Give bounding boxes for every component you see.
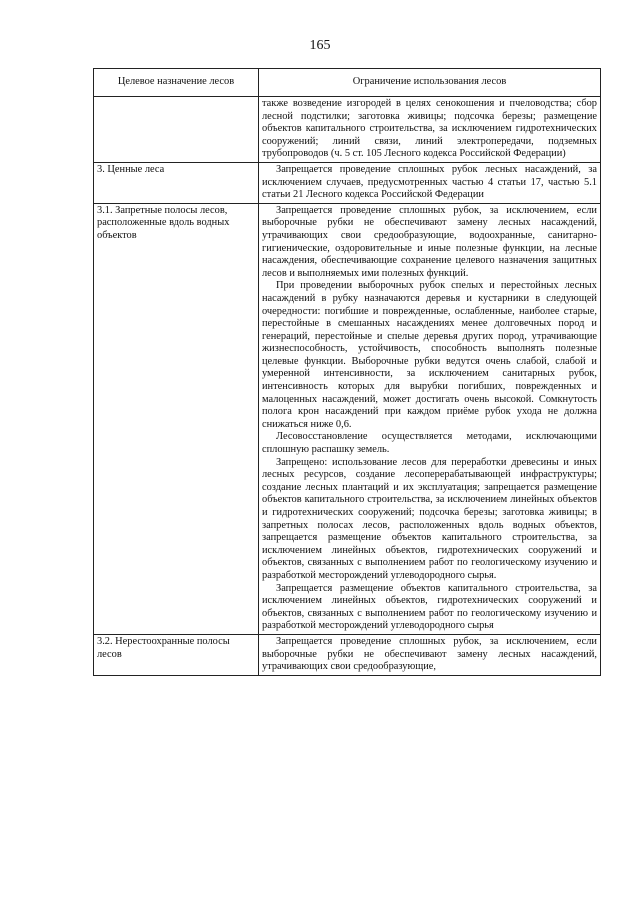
restriction-cell (259, 97, 601, 163)
table-row (94, 634, 601, 675)
category-label: 3.1. Запретные полосы лесов, расположенные вдоль водных объектов (97, 204, 230, 241)
restriction-paragraph: Запрещено: использование лесов для переработки древесины и иных лесных ресурсов, создание лесоперерабатывающей инфраструктуры; создание лесных плантаций и их эксплуатация; запрещается размещение объектов капитального строительства, за исключением линейных объектов и гидротехнических сооружений; подсочка березы; заготовка живицы; в запретных полосах лесов, расположенных вдоль водных объектов, запрещается размещение объектов капитального строительства, за исключением линейных объектов, гидротехнических сооружений и объектов, связанных с выполнением работ по геологическому изучению и разработкой месторождений углеводородного сырья. (262, 456, 597, 581)
forest-restrictions-table (93, 68, 601, 676)
column-header-restriction: Ограничение использования лесов (259, 69, 601, 97)
table-row (94, 203, 601, 634)
restriction-paragraph: При проведении выборочных рубок спелых и перестойных лесных насаждений в рубку назначаются деревья и кустарники в следующей очередности: погибшие и поврежденные, ослабленные, наиболее старые, перестойные в смешанных насаждениях менее долговечных пород и генераций, перестойные и спелые деревья других пород, утрачивающие жизнеспособность, устойчивость, способность выполнять полезные целевые функции. Выборочные рубки ведутся очень слабой, слабой и умеренной интенсивности, за исключением санитарных рубок, интенсивность которых для вырубки погибших, поврежденных и малоценных насаждений, может достигать очень высокой. Сомкнутость полога крон насаждений при каждом приёме рубок ухода не должна снижаться ниже 0,6. (262, 280, 597, 430)
category-label: 3. Ценные леса (97, 163, 165, 175)
restriction-paragraph: Лесовосстановление осуществляется методами, исключающими сплошную распашку земель. (262, 431, 597, 456)
restriction-paragraph: Запрещается проведение сплошных рубок лесных насаждений, за исключением случаев, предусмотренных частью 4 статьи 17, частью 5.1 статьи 21 Лесного кодекса Российской Федерации (262, 163, 597, 201)
category-cell (94, 97, 259, 163)
restriction-cell (259, 162, 601, 203)
restriction-paragraph: Запрещается проведение сплошных рубок, за исключением, если выборочные рубки не обеспечивают замену лесных насаждений, утрачивающих свои средообразующие, (262, 635, 597, 673)
restriction-paragraph: Запрещается проведение сплошных рубок, за исключением, если выборочные рубки не обеспечивают замену лесных насаждений, утрачивающих свои средообразующие, водоохранные, санитарно-гигиенические, оздоровительные и иные полезные функции, на лесные насаждения, обеспечивающие сохранение целевого назначения защитных лесов и выполняемых ими полезных функций. (262, 204, 597, 279)
restriction-cell (259, 634, 601, 675)
table-header-row (94, 69, 601, 97)
category-cell (94, 634, 259, 675)
table-row (94, 97, 601, 163)
category-cell (94, 203, 259, 634)
category-label: 3.2. Нерестоохранные полосы лесов (97, 635, 230, 660)
restriction-paragraph: также возведение изгородей в целях сенокошения и пчеловодства; сбор лесной подстилки; заготовка живицы; подсочка березы; размещение объектов капитального строительства, за исключением гидротехнических сооружений; линий связи, линий электропередачи, подземных трубопроводов (ч. 5 ст. 105 Лесного кодекса Российской Федерации) (262, 98, 597, 160)
restriction-paragraph: Запрещается размещение объектов капитального строительства, за исключением линейных объектов, гидротехнических сооружений и объектов, связанных с выполнением работ по геологическому изучению и разработкой месторождений углеводородного сырья (262, 582, 597, 632)
column-header-purpose: Целевое назначение лесов (94, 69, 259, 97)
restriction-cell (259, 203, 601, 634)
table-row (94, 162, 601, 203)
category-cell (94, 162, 259, 203)
page-number: 165 (309, 38, 331, 53)
